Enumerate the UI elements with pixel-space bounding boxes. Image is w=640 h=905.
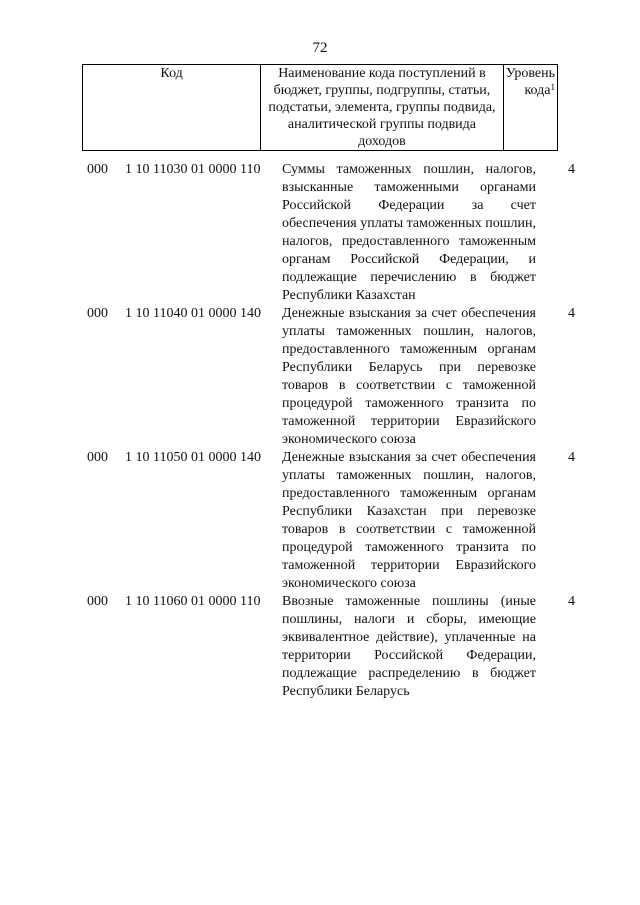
footnote-marker: 1 (550, 82, 555, 92)
table-row (0, 305, 640, 449)
row-code: 1 10 11040 01 0000 140 (125, 306, 261, 321)
row-prefix: 000 (87, 450, 108, 465)
row-prefix: 000 (87, 306, 108, 321)
row-level: 4 (568, 594, 575, 609)
row-level: 4 (568, 162, 575, 177)
header-name: Наименование кода поступлений в бюджет, группы, подгруппы, статьи, подстатьи, элемента, группы подвида, аналитической группы подвида доходов (261, 65, 503, 151)
table-header (82, 64, 558, 151)
row-name: Суммы таможенных пошлин, налогов, взысканные таможенными органами Российской Федерации за счет обеспечения уплаты таможенных пошлин, налогов, предоставленного таможенным органам Российской Федерации, и подлежащие перечислению в бюджет Республики Казахстан (282, 162, 536, 303)
row-name: Денежные взыскания за счет обеспечения уплаты таможенных пошлин, налогов, предоставленного таможенным органам Республики Беларусь при перевозке товаров в соответствии с таможенной процедурой таможенного транзита по таможенной территории Евразийского экономического союза (282, 306, 536, 447)
page-number: 72 (312, 40, 328, 56)
row-name: Ввозные таможенные пошлины (иные пошлины, налоги и сборы, имеющие эквивалентное действие), уплаченные на территории Российской Федерации, подлежащие распределению в бюджет Республики Беларусь (282, 594, 536, 699)
row-prefix: 000 (87, 162, 108, 177)
table-row (0, 593, 640, 701)
row-code: 1 10 11030 01 0000 110 (125, 162, 261, 177)
header-level: Уровень кода (505, 66, 555, 98)
row-code: 1 10 11050 01 0000 140 (125, 450, 261, 465)
table-row (0, 161, 640, 305)
header-level-cell (503, 65, 557, 151)
row-prefix: 000 (87, 594, 108, 609)
table-body (0, 161, 640, 701)
row-level: 4 (568, 450, 575, 465)
row-code: 1 10 11060 01 0000 110 (125, 594, 261, 609)
table-row (0, 449, 640, 593)
row-level: 4 (568, 306, 575, 321)
row-name: Денежные взыскания за счет обеспечения уплаты таможенных пошлин, налогов, предоставленного таможенным органам Республики Казахстан при перевозке товаров в соответствии с таможенной процедурой таможенного транзита по таможенной территории Евразийского экономического союза (282, 450, 536, 591)
header-code: Код (83, 65, 261, 151)
